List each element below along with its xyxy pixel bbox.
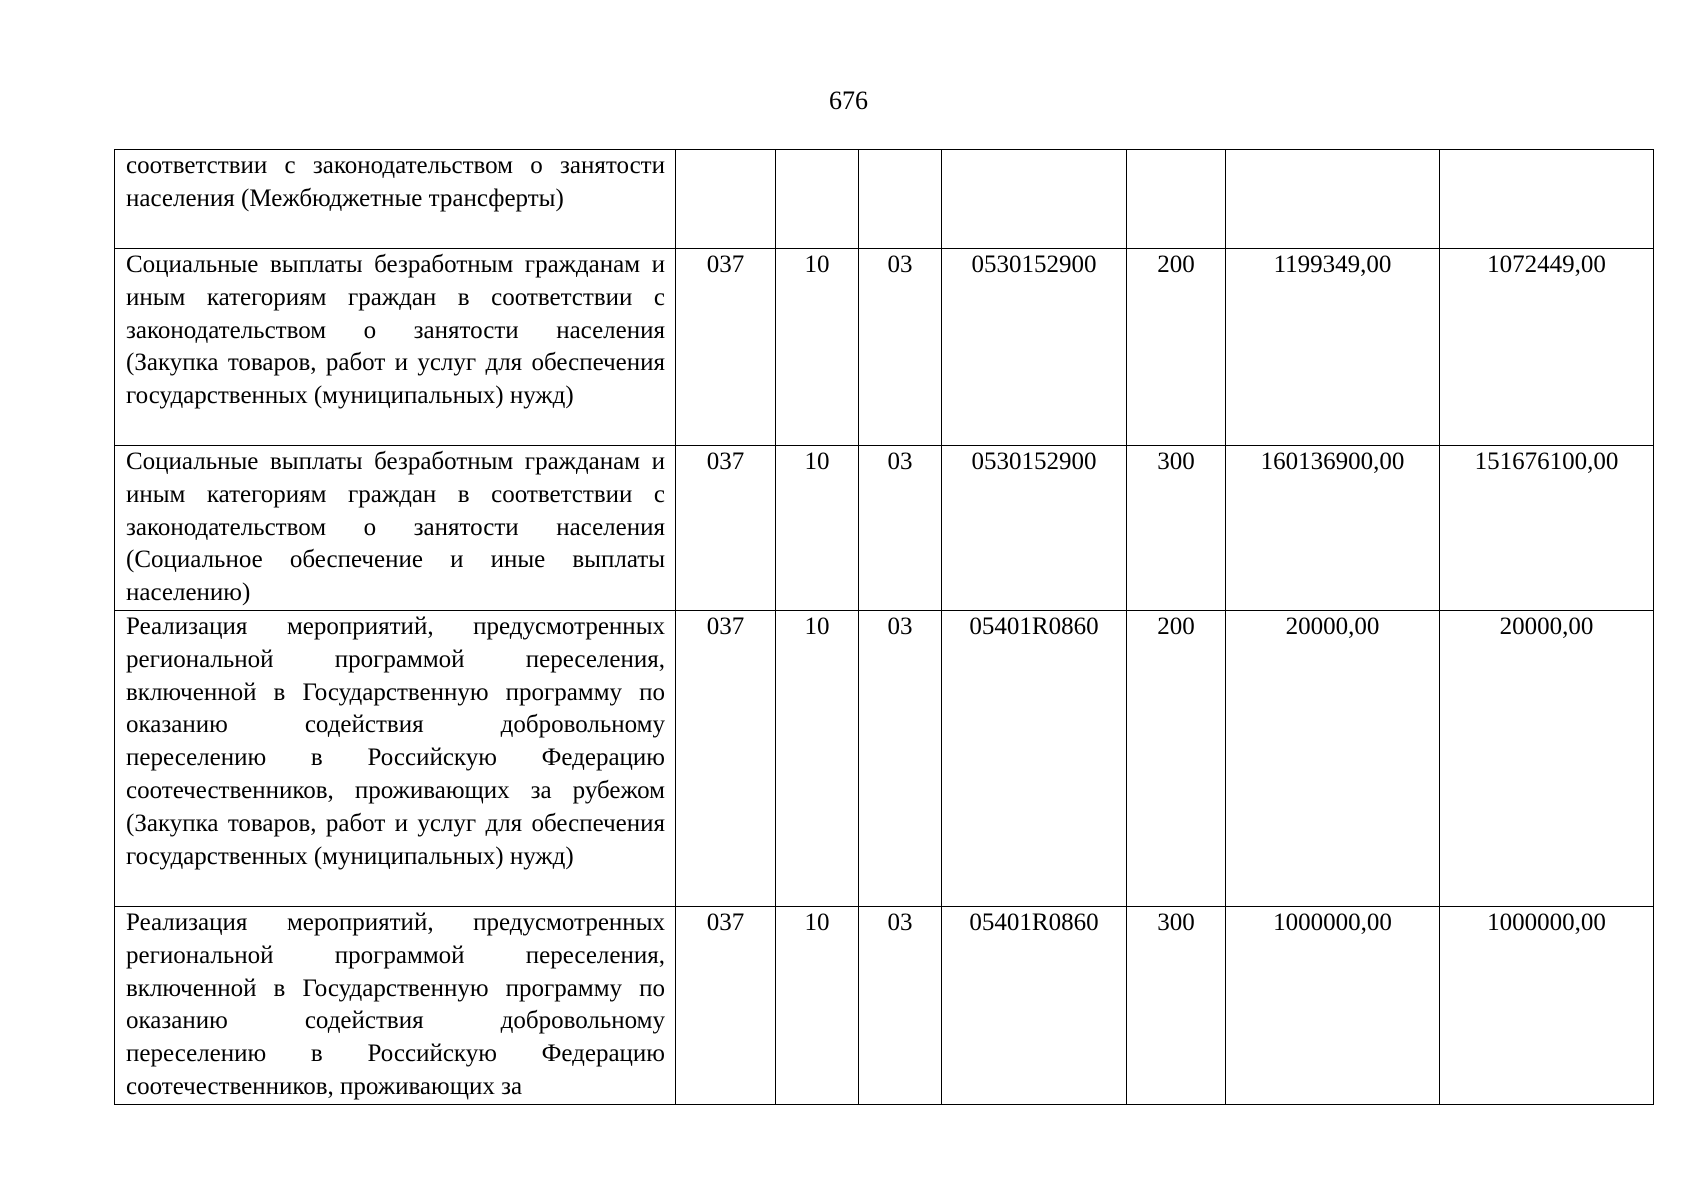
expense-type-code (1127, 150, 1226, 249)
page-number: 676 (829, 86, 868, 115)
target-article-code (942, 150, 1127, 249)
amount-1: 1000000,00 (1226, 906, 1440, 1104)
amount-2 (1440, 150, 1654, 249)
amount-1 (1226, 150, 1440, 249)
ministry-code: 037 (676, 906, 776, 1104)
section-code (776, 150, 859, 249)
target-article-code: 0530152900 (942, 446, 1127, 611)
ministry-code: 037 (676, 610, 776, 906)
table-row (115, 906, 1654, 1104)
subsection-code: 03 (859, 249, 942, 446)
amount-1: 20000,00 (1226, 610, 1440, 906)
ministry-code (676, 150, 776, 249)
section-code: 10 (776, 446, 859, 611)
table-row (115, 446, 1654, 611)
table-row (115, 249, 1654, 446)
amount-1: 160136900,00 (1226, 446, 1440, 611)
table-row (115, 150, 1654, 249)
section-code: 10 (776, 906, 859, 1104)
subsection-code: 03 (859, 906, 942, 1104)
expense-type-code: 200 (1127, 610, 1226, 906)
target-article-code: 05401R0860 (942, 906, 1127, 1104)
target-article-code: 05401R0860 (942, 610, 1127, 906)
amount-2: 20000,00 (1440, 610, 1654, 906)
table-row (115, 610, 1654, 906)
budget-table (114, 149, 1654, 1105)
expense-type-code: 300 (1127, 446, 1226, 611)
row-description: Реализация мероприятий, предусмотренных региональной программой переселения, включенной в Государственную программу по оказанию содействия добровольному переселению в Российскую Федерацию соотечественников, проживающих за (115, 906, 676, 1104)
amount-2: 151676100,00 (1440, 446, 1654, 611)
amount-2: 1000000,00 (1440, 906, 1654, 1104)
ministry-code: 037 (676, 249, 776, 446)
amount-1: 1199349,00 (1226, 249, 1440, 446)
ministry-code: 037 (676, 446, 776, 611)
row-description: Социальные выплаты безработным гражданам и иным категориям граждан в соответствии с законодательством о занятости населения (Социальное обеспечение и иные выплаты населению) (115, 446, 676, 611)
section-code: 10 (776, 610, 859, 906)
row-description: Реализация мероприятий, предусмотренных региональной программой переселения, включенной в Государственную программу по оказанию содействия добровольному переселению в Российскую Федерацию соотечественников, проживающих за рубежом (Закупка товаров, работ и услуг для обеспечения государственных (муниципальных) нужд) (115, 610, 676, 906)
row-description: Социальные выплаты безработным гражданам и иным категориям граждан в соответствии с законодательством о занятости населения (Закупка товаров, работ и услуг для обеспечения государственных (муниципальных) нужд) (115, 249, 676, 446)
subsection-code (859, 150, 942, 249)
section-code: 10 (776, 249, 859, 446)
expense-type-code: 300 (1127, 906, 1226, 1104)
amount-2: 1072449,00 (1440, 249, 1654, 446)
target-article-code: 0530152900 (942, 249, 1127, 446)
expense-type-code: 200 (1127, 249, 1226, 446)
subsection-code: 03 (859, 446, 942, 611)
row-description: соответствии с законодательством о занятости населения (Межбюджетные трансферты) (115, 150, 676, 249)
subsection-code: 03 (859, 610, 942, 906)
